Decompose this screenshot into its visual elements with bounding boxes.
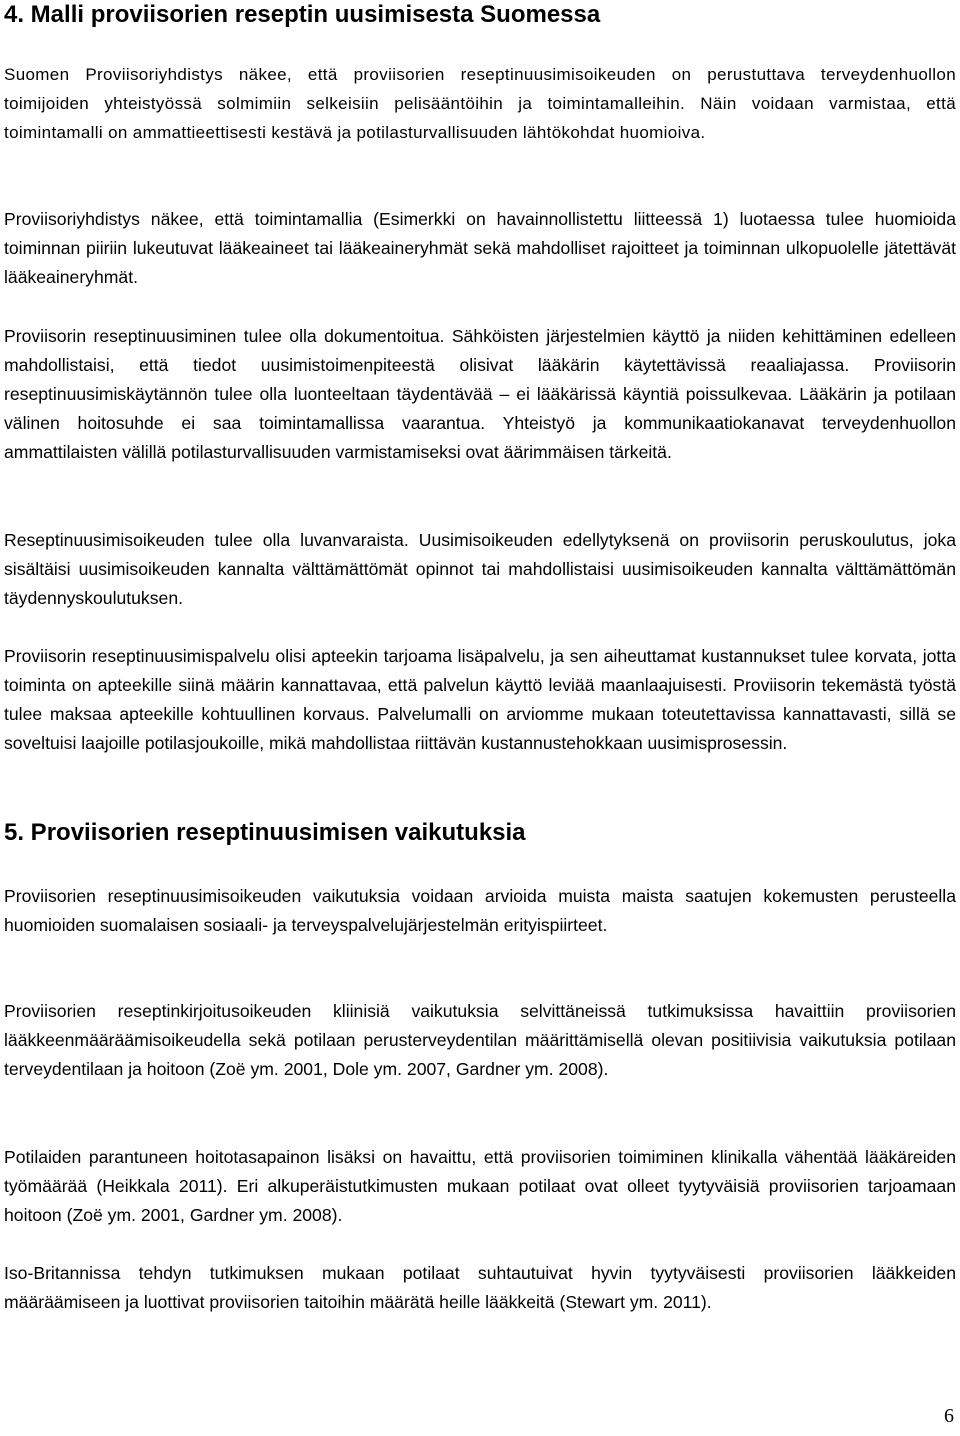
section-4-paragraph-4: Reseptinuusimisoikeuden tulee olla luvanvaraista. Uusimisoikeuden edellytyksenä on proviisorin peruskoulutus, joka sisältäisi uusimisoikeuden kannalta välttämättömät opinnot tai mahdollistaisi uusimisoikeuden kannalta välttämättömän täydennyskoulutuksen. — [4, 530, 956, 608]
section-4-heading: 4. Malli proviisorien reseptin uusimisesta Suomessa — [4, 1, 601, 28]
section-5-paragraph-1: Proviisorien reseptinuusimisoikeuden vaikutuksia voidaan arvioida muista maista saatujen kokemusten perusteella huomioiden suomalaisen sosiaali- ja terveyspalvelujärjestelmän erityispiirteet. — [4, 886, 956, 935]
section-4-paragraph-1: Suomen Proviisoriyhdistys näkee, että proviisorien reseptinuusimisoikeuden on perustuttava terveydenhuollon toimijoiden yhteistyössä solmimiin selkeisiin pelisääntöihin ja toimintamalleihin. Näin voidaan varmistaa, että toimintamalli on ammattieettisesti kestävä ja potilasturvallisuuden lähtökohdat huomioiva. — [4, 65, 956, 142]
section-5-paragraph-3: Potilaiden parantuneen hoitotasapainon lisäksi on havaittu, että proviisorien toimiminen klinikalla vähentää lääkäreiden työmäärää (Heikkala 2011). Eri alkuperäistutkimusten mukaan potilaat ovat olleet tyytyväisiä proviisorien tarjoamaan hoitoon (Zoë ym. 2001, Gardner ym. 2008). — [4, 1147, 956, 1225]
section-5-heading: 5. Proviisorien reseptinuusimisen vaikutuksia — [4, 819, 526, 846]
section-4-paragraph-2: Proviisoriyhdistys näkee, että toimintamallia (Esimerkki on havainnollistettu liitteessä 1) luotaessa tulee huomioida toiminnan piiriin lukeutuvat lääkeaineet tai lääkeaineryhmät sekä mahdolliset rajoitteet ja toiminnan ulkopuolelle jätettävät lääkeaineryhmät. — [4, 209, 956, 287]
section-4-paragraph-3: Proviisorin reseptinuusiminen tulee olla dokumentoitua. Sähköisten järjestelmien käyttö ja niiden kehittäminen edelleen mahdollistaisi, että tiedot uusimistoimenpiteestä olisivat lääkärin käytettävissä reaaliajassa. Proviisorin reseptinuusimiskäytännön tulee olla luonteeltaan täydentävää – ei lääkärissä käyntiä poissulkevaa. Lääkärin ja potilaan välinen hoitosuhde ei saa toimintamallissa vaarantua. Yhteistyö ja kommunikaatiokanavat terveydenhuollon ammattilaisten välillä potilasturvallisuuden varmistamiseksi ovat äärimmäisen tärkeitä. — [4, 326, 956, 462]
section-5-paragraph-4: Iso-Britannissa tehdyn tutkimuksen mukaan potilaat suhtautuivat hyvin tyytyväisesti proviisorien lääkkeiden määräämiseen ja luottivat proviisorien taitoihin määrätä heille lääkkeitä (Stewart ym. 2011). — [4, 1263, 956, 1312]
section-4-paragraph-5: Proviisorin reseptinuusimispalvelu olisi apteekin tarjoama lisäpalvelu, ja sen aiheuttamat kustannukset tulee korvata, jotta toiminta on apteekille siinä määrin kannattavaa, että palvelun käyttö leviää maanlaajuisesti. Proviisorin tekemästä työstä tulee maksaa apteekille kohtuullinen korvaus. Palvelumalli on arviomme mukaan toteutettavissa kannattavasti, sillä se soveltuisi laajoille potilasjoukoille, mikä mahdollistaa riittävän kustannustehokkaan uusimisprosessin. — [4, 646, 956, 753]
section-5-paragraph-2: Proviisorien reseptinkirjoitusoikeuden kliinisiä vaikutuksia selvittäneissä tutkimuksissa havaittiin proviisorien lääkkeenmääräämisoikeudella sekä potilaan perusterveydentilan määrittämisellä olevan positiivisia vaikutuksia potilaan terveydentilaan ja hoitoon (Zoë ym. 2001, Dole ym. 2007, Gardner ym. 2008). — [4, 1001, 956, 1079]
page-number: 6 — [944, 1405, 954, 1427]
